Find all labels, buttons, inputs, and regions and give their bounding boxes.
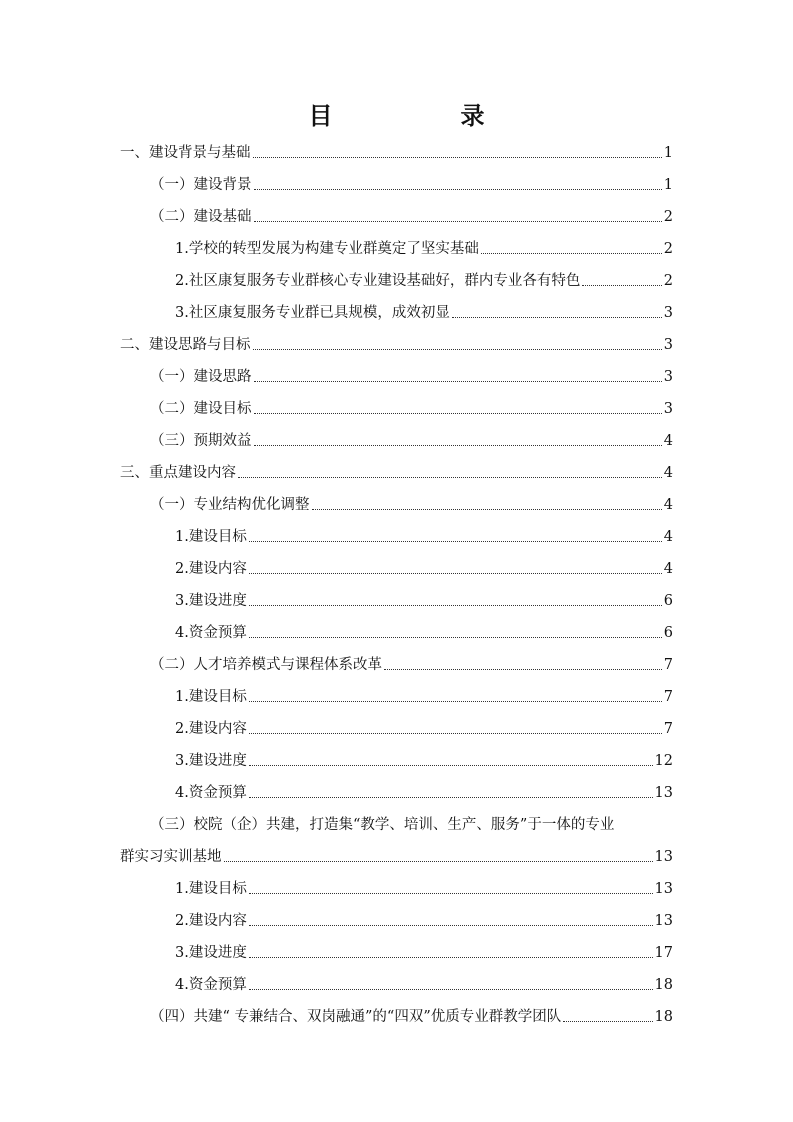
toc-entry-text: 2.建设内容 — [175, 561, 247, 577]
toc-entry-page: 1 — [663, 177, 673, 193]
toc-entry-level3[interactable] — [175, 877, 673, 901]
toc-entry-text: 三、重点建设内容 — [120, 465, 236, 481]
toc-entry-level1[interactable] — [120, 141, 673, 165]
toc-entry-text: （一）专业结构优化调整 — [150, 497, 310, 513]
toc-entry-text: （三）预期效益 — [150, 433, 252, 449]
toc-entry-level3[interactable] — [175, 685, 673, 709]
toc-entry-text: 4.资金预算 — [175, 785, 247, 801]
toc-entry-level2[interactable] — [150, 429, 673, 453]
toc-entry-text: 1.建设目标 — [175, 689, 247, 705]
dot-leader — [249, 573, 662, 574]
toc-entry-level3[interactable] — [175, 237, 673, 261]
toc-entry-level3[interactable] — [175, 909, 673, 933]
toc-entry-text: （二）人才培养模式与课程体系改革 — [150, 657, 382, 673]
toc-entry-page: 2 — [663, 241, 673, 257]
dot-leader — [249, 797, 653, 798]
toc-entry-text: 2.社区康复服务专业群核心专业建设基础好，群内专业各有特色 — [175, 273, 581, 289]
dot-leader — [254, 381, 662, 382]
dot-leader — [249, 765, 653, 766]
toc-entry-text: 2.建设内容 — [175, 913, 247, 929]
toc-entry-level2[interactable] — [150, 397, 673, 421]
toc-title: 目 录 — [308, 101, 537, 130]
toc-entry-level3[interactable] — [175, 781, 673, 805]
toc-entry-page: 7 — [663, 689, 673, 705]
dot-leader — [249, 733, 662, 734]
toc-entry-level3[interactable] — [175, 589, 673, 613]
toc-entry-text: （一）建设背景 — [150, 177, 252, 193]
toc-entry-text: 1.建设目标 — [175, 881, 247, 897]
toc-entry-page: 4 — [663, 561, 673, 577]
toc-entry-level3[interactable] — [175, 621, 673, 645]
toc-entry-level3[interactable] — [175, 525, 673, 549]
dot-leader — [249, 701, 662, 702]
dot-leader — [254, 445, 662, 446]
toc-entry-level2[interactable] — [150, 205, 673, 229]
toc-entry-level3[interactable] — [175, 557, 673, 581]
toc-entry-text: 二、建设思路与目标 — [120, 337, 251, 353]
toc-entry-text: 3.建设进度 — [175, 753, 247, 769]
toc-entry-text: （四）共建“ 专兼结合、双岗融通”的“四双”优质专业群教学团队 — [150, 1009, 562, 1025]
toc-entry-page: 13 — [654, 913, 673, 929]
toc-entry-level1[interactable] — [120, 461, 673, 485]
dot-leader — [249, 541, 662, 542]
toc-entry-page: 17 — [654, 945, 673, 961]
dot-leader — [563, 1021, 652, 1022]
toc-entry-page: 4 — [663, 497, 673, 513]
toc-entry-page: 1 — [663, 145, 673, 161]
toc-entry-text: 3.建设进度 — [175, 593, 247, 609]
toc-entry-level2[interactable] — [150, 173, 673, 197]
toc-entry-page: 6 — [663, 625, 673, 641]
dot-leader — [224, 861, 653, 862]
toc-entry-level2[interactable] — [150, 1005, 673, 1029]
dot-leader — [254, 221, 662, 222]
dot-leader — [249, 989, 653, 990]
toc-entry-page: 2 — [663, 273, 673, 289]
toc-entry-level3[interactable] — [175, 941, 673, 965]
toc-entry-text: 3.建设进度 — [175, 945, 247, 961]
toc-entry-page: 4 — [663, 529, 673, 545]
dot-leader — [384, 669, 662, 670]
dot-leader — [254, 189, 662, 190]
toc-entry-text: （二）建设目标 — [150, 401, 252, 417]
toc-entry-text: 一、建设背景与基础 — [120, 145, 251, 161]
dot-leader — [249, 893, 653, 894]
toc-entry-level1[interactable] — [120, 333, 673, 357]
toc-entry-text: （二）建设基础 — [150, 209, 252, 225]
toc-entry-text: 3.社区康复服务专业群已具规模，成效初显 — [175, 305, 450, 321]
toc-entry-level2-wrapped[interactable] — [120, 845, 673, 869]
dot-leader — [238, 477, 662, 478]
toc-entry-page: 4 — [663, 433, 673, 449]
toc-entry-text: 群实习实训基地 — [120, 849, 222, 865]
dot-leader — [582, 285, 661, 286]
toc-entry-text: 4.资金预算 — [175, 977, 247, 993]
toc-entry-page: 7 — [663, 721, 673, 737]
toc-entry-page: 2 — [663, 209, 673, 225]
toc-entry-page: 3 — [663, 401, 673, 417]
toc-entry-level2[interactable] — [150, 365, 673, 389]
toc-entry-page: 3 — [663, 337, 673, 353]
toc-entry-text: 4.资金预算 — [175, 625, 247, 641]
toc-entry-page: 13 — [654, 881, 673, 897]
toc-entry-level3[interactable] — [175, 301, 673, 325]
dot-leader — [312, 509, 662, 510]
toc-entry-level3[interactable] — [175, 749, 673, 773]
toc-entry-page: 13 — [654, 785, 673, 801]
dot-leader — [254, 413, 662, 414]
toc-entry-page: 7 — [663, 657, 673, 673]
dot-leader — [452, 317, 662, 318]
dot-leader — [249, 957, 653, 958]
toc-entry-text-line1[interactable]: （三）校院（企）共建，打造集“教学、培训、生产、服务”于一体的专业 — [150, 817, 615, 833]
toc-entry-text: 2.建设内容 — [175, 721, 247, 737]
toc-entry-page: 18 — [654, 977, 673, 993]
dot-leader — [253, 349, 662, 350]
toc-entry-page: 3 — [663, 369, 673, 385]
toc-entry-page: 3 — [663, 305, 673, 321]
toc-entry-page: 6 — [663, 593, 673, 609]
dot-leader — [481, 253, 662, 254]
toc-entry-level3[interactable] — [175, 717, 673, 741]
toc-entry-level3[interactable] — [175, 973, 673, 997]
toc-entry-level2[interactable] — [150, 493, 673, 517]
toc-entry-text: （一）建设思路 — [150, 369, 252, 385]
toc-entry-text: 1.学校的转型发展为构建专业群奠定了坚实基础 — [175, 241, 479, 257]
toc-entry-page: 13 — [654, 849, 673, 865]
toc-entry-level2[interactable] — [150, 653, 673, 677]
dot-leader — [249, 925, 653, 926]
dot-leader — [249, 637, 662, 638]
dot-leader — [249, 605, 662, 606]
dot-leader — [253, 157, 662, 158]
toc-entry-page: 4 — [663, 465, 673, 481]
toc-entry-level3[interactable] — [175, 269, 673, 293]
toc-entry-page: 18 — [654, 1009, 673, 1025]
toc-entry-page: 12 — [654, 753, 673, 769]
toc-entry-text: 1.建设目标 — [175, 529, 247, 545]
